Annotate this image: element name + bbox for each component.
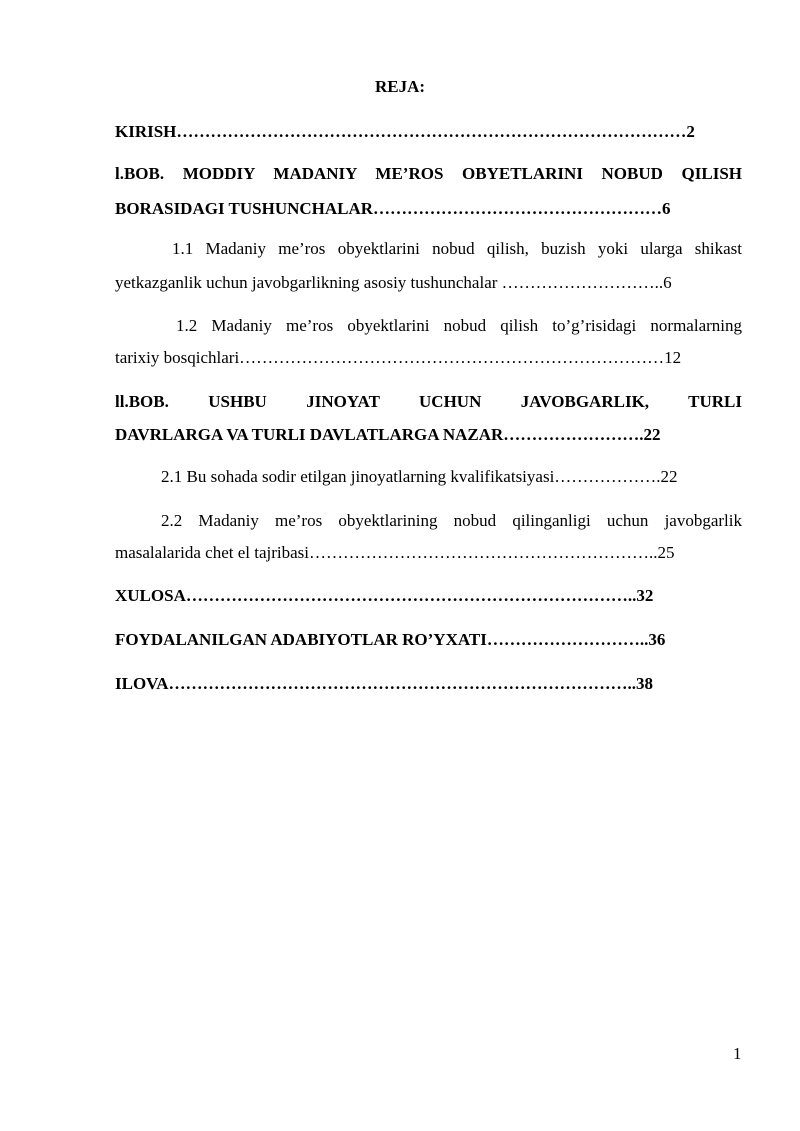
toc-entry-kirish: KIRISH………………………………………………………………………………2 <box>115 122 695 141</box>
toc-entry-1-1-line1: 1.1 Madaniy me’ros obyektlarini nobud qilish, buzish yoki ularga shikast <box>172 239 742 258</box>
toc-entry-1-2-line2: tarixiy bosqichlari…………………………………………………………………12 <box>115 348 682 367</box>
toc-entry-ilova: ILOVA………………………………………………………………………..38 <box>115 674 654 693</box>
toc-entry-xulosa: XULOSA……………………………………………………………………..32 <box>115 586 654 605</box>
toc-entry-bob1-line1: l.BOB. MODDIY MADANIY ME’ROS OBYETLARINI NOBUD QILISH <box>115 164 742 183</box>
toc-entry-bob2-line2: DAVRLARGA VA TURLI DAVLATLARGA NAZAR…………………….22 <box>115 425 661 444</box>
toc-entry-1-1-line2: yetkazganlik uchun javobgarlikning asosiy tushunchalar ………………………..6 <box>115 273 672 292</box>
toc-entry-2-2-line2: masalalarida chet el tajribasi……………………………………………………..25 <box>115 543 675 562</box>
page-number: 1 <box>733 1044 742 1063</box>
page-title: REJA: <box>374 77 426 96</box>
toc-entry-2-2-line1: 2.2 Madaniy me’ros obyektlarining nobud qilinganligi uchun javobgarlik <box>161 511 742 530</box>
toc-entry-foydalanilgan-adabiyotlar: FOYDALANILGAN ADABIYOTLAR RO’YXATI………………………..36 <box>115 630 666 649</box>
toc-entry-bob1-line2: BORASIDAGI TUSHUNCHALAR……………………………………………6 <box>115 199 671 218</box>
toc-entry-2-1: 2.1 Bu sohada sodir etilgan jinoyatlarning kvalifikatsiyasi……………….22 <box>161 467 678 486</box>
toc-entry-bob2-line1: ll.BOB. USHBU JINOYAT UCHUN JAVOBGARLIK, TURLI <box>115 392 742 411</box>
toc-entry-1-2-line1: 1.2 Madaniy me’ros obyektlarini nobud qilish to’g’risidagi normalarning <box>176 316 742 335</box>
